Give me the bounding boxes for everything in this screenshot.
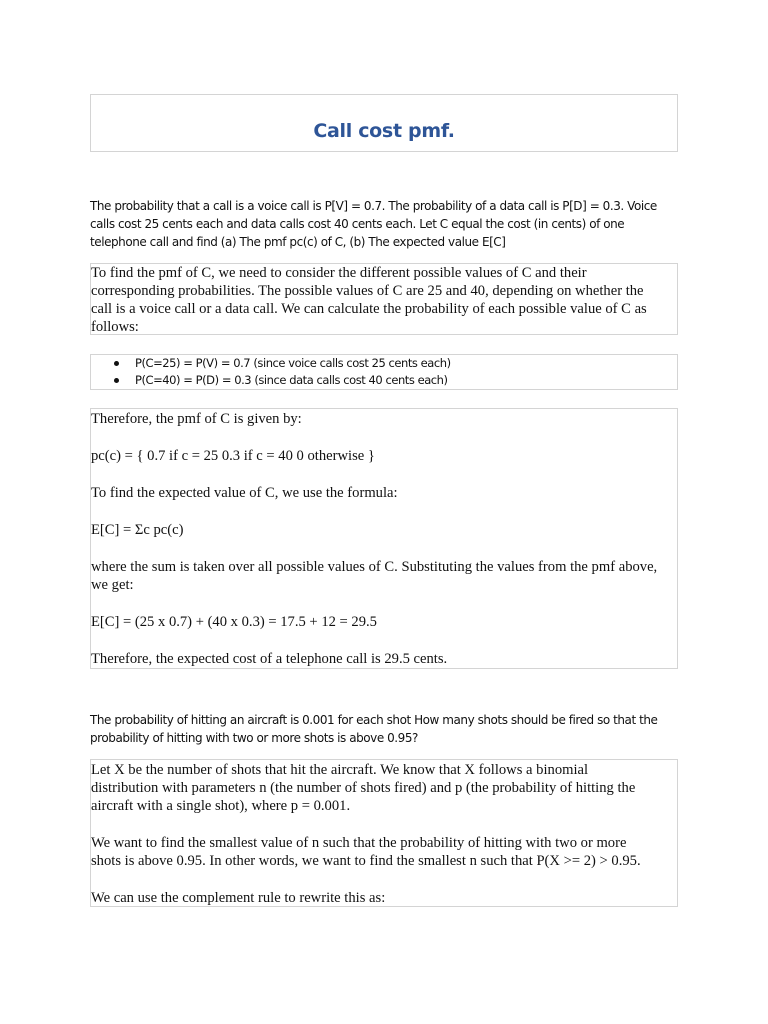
answer-line: call is a voice call or a data call. We can calculate the probability of each possible value of C as	[91, 301, 647, 317]
page-title: Call cost pmf.	[313, 120, 455, 142]
answer-line: distribution with parameters n (the number of shots fired) and p (the probability of hitting the	[91, 780, 636, 796]
pmf-intro: Therefore, the pmf of C is given by:	[91, 411, 302, 427]
question-1-line: calls cost 25 cents each and data calls cost 40 cents each. Let C equal the cost (in cents) of one	[90, 217, 625, 231]
question-1-line: telephone call and find (a) The pmf pc(c) of C, (b) The expected value E[C]	[90, 235, 506, 249]
list-item-text: P(C=25) = P(V) = 0.7 (since voice calls cost 25 cents each)	[135, 356, 451, 370]
answer-line: We want to find the smallest value of n such that the probability of hitting with two or more	[91, 835, 627, 851]
bullet-icon	[114, 378, 119, 383]
answer-line: Let X be the number of shots that hit the aircraft. We know that X follows a binomial	[91, 762, 589, 778]
question-1-line: The probability that a call is a voice call is P[V] = 0.7. The probability of a data call is P[D] = 0.3. Voice	[90, 199, 657, 213]
answer-1-conclusion: Therefore, the expected cost of a telephone call is 29.5 cents.	[91, 651, 448, 667]
answer-1-body	[90, 408, 678, 669]
answer-line: we get:	[91, 577, 134, 593]
answer-line: shots is above 0.95. In other words, we want to find the smallest n such that P(X >= 2) > 0.95.	[91, 853, 641, 869]
question-2-line: probability of hitting with two or more shots is above 0.95?	[90, 731, 418, 745]
answer-2	[90, 759, 678, 907]
question-2-line: The probability of hitting an aircraft is 0.001 for each shot How many shots should be fired so that the	[90, 713, 658, 727]
probability-list	[90, 354, 678, 390]
pmf-formula: pc(c) = { 0.7 if c = 25 0.3 if c = 40 0 otherwise }	[91, 448, 375, 464]
bullet-icon	[114, 361, 119, 366]
list-item-text: P(C=40) = P(D) = 0.3 (since data calls cost 40 cents each)	[135, 373, 448, 387]
answer-line: aircraft with a single shot), where p = 0.001.	[91, 798, 351, 814]
question-1	[90, 197, 680, 251]
answer-1-intro	[90, 263, 678, 335]
answer-line: follows:	[91, 319, 139, 335]
expected-value-intro: To find the expected value of C, we use the formula:	[91, 485, 398, 501]
answer-line: corresponding probabilities. The possible values of C are 25 and 40, depending on whether the	[91, 283, 644, 299]
list-item	[135, 355, 677, 372]
answer-line: where the sum is taken over all possible values of C. Substituting the values from the pmf above,	[91, 559, 658, 575]
title-box	[90, 94, 678, 152]
answer-line: To find the pmf of C, we need to consider the different possible values of C and their	[91, 265, 587, 281]
question-2	[90, 711, 680, 747]
expected-value-calculation: E[C] = (25 x 0.7) + (40 x 0.3) = 17.5 + 12 = 29.5	[91, 614, 377, 630]
answer-line: We can use the complement rule to rewrite this as:	[91, 890, 386, 906]
expected-value-formula: E[C] = Σc pc(c)	[91, 522, 184, 538]
list-item	[135, 372, 677, 389]
